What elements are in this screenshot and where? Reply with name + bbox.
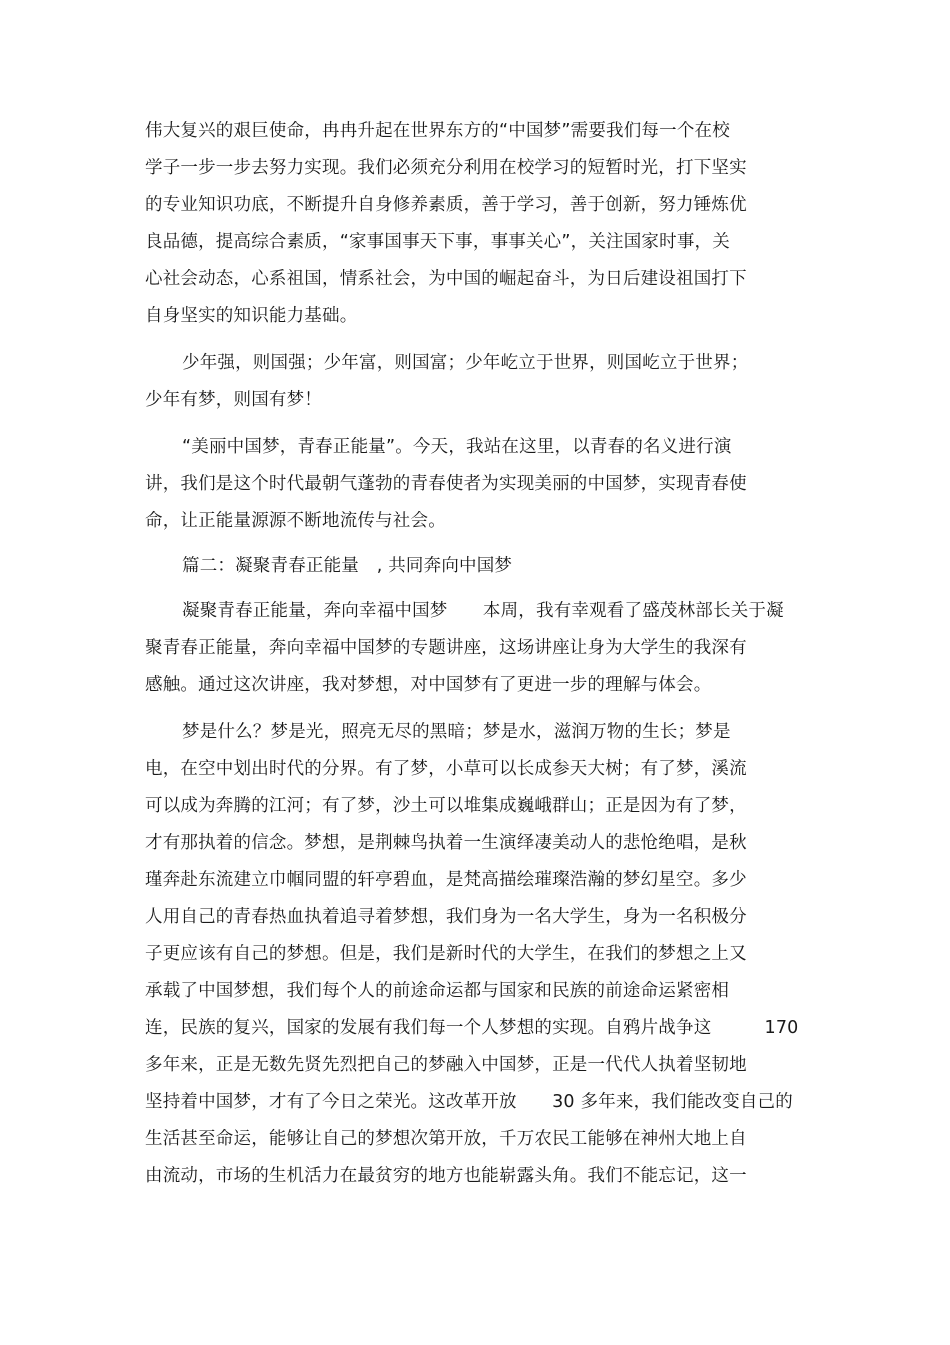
text-line: 多年来，正是无数先贤先烈把自己的梦融入中国梦，正是一代代人执着坚韧地: [145, 1055, 747, 1075]
text-line: 瑾奔赴东流建立巾帼同盟的轩亭碧血，是梵高描绘璀璨浩瀚的梦幻星空。多少: [145, 870, 747, 890]
text-line: 感触。通过这次讲座，我对梦想，对中国梦有了更进一步的理解与体会。: [145, 675, 712, 695]
text-line: 凝聚青春正能量，奔向幸福中国梦 本周，我有幸观看了盛茂林部长关于凝: [182, 601, 784, 621]
text-line: 生活甚至命运，能够让自己的梦想次第开放，千万农民工能够在神州大地上自: [145, 1129, 747, 1149]
text-line: 梦是什么？梦是光，照亮无尽的黑暗；梦是水，滋润万物的生长；梦是: [182, 722, 731, 742]
text-line: 人用自己的青春热血执着追寻着梦想，我们身为一名大学生，身为一名积极分: [145, 907, 747, 927]
text-line: 伟大复兴的艰巨使命，冉冉升起在世界东方的“中国梦”需要我们每一个在校: [145, 121, 730, 141]
text-line: 良品德，提高综合素质，“家事国事天下事，事事关心”，关注国家时事，关: [145, 232, 730, 252]
section-heading: 篇二：凝聚青春正能量 , 共同奔向中国梦: [182, 556, 513, 576]
text-line: 自身坚实的知识能力基础。: [145, 306, 358, 326]
text-line: 才有那执着的信念。梦想，是荆棘鸟执着一生演绎凄美动人的悲怆绝唱，是秋: [145, 833, 747, 853]
text-line: 子更应该有自己的梦想。但是，我们是新时代的大学生，在我们的梦想之上又: [145, 944, 747, 964]
text-line: 少年有梦，则国有梦！: [145, 390, 322, 410]
text-line: 连，民族的复兴，国家的发展有我们每一个人梦想的实现。自鸦片战争这 170: [145, 1018, 799, 1038]
text-line: 坚持着中国梦，才有了今日之荣光。这改革开放 30 多年来，我们能改变自己的: [145, 1092, 793, 1112]
text-line: 承载了中国梦想，我们每个人的前途命运都与国家和民族的前途命运紧密相: [145, 981, 730, 1001]
text-line: 的专业知识功底，不断提升自身修养素质，善于学习，善于创新，努力锤炼优: [145, 195, 747, 215]
text-line: 少年强，则国强；少年富，则国富；少年屹立于世界，则国屹立于世界；: [182, 353, 749, 373]
text-line: 讲，我们是这个时代最朝气蓬勃的青春使者为实现美丽的中国梦，实现青春使: [145, 474, 747, 494]
text-line: “美丽中国梦，青春正能量”。今天，我站在这里，以青春的名义进行演: [182, 437, 732, 457]
text-line: 学子一步一步去努力实现。我们必须充分利用在校学习的短暂时光，打下坚实: [145, 158, 747, 178]
text-line: 命，让正能量源源不断地流传与社会。: [145, 511, 446, 531]
text-line: 聚青春正能量，奔向幸福中国梦的专题讲座，这场讲座让身为大学生的我深有: [145, 638, 747, 658]
text-line: 电，在空中划出时代的分界。有了梦，小草可以长成参天大树；有了梦，溪流: [145, 759, 747, 779]
text-line: 由流动，市场的生机活力在最贫穷的地方也能崭露头角。我们不能忘记，这一: [145, 1166, 747, 1186]
text-line: 心社会动态，心系祖国，情系社会，为中国的崛起奋斗，为日后建设祖国打下: [145, 269, 747, 289]
text-line: 可以成为奔腾的江河；有了梦，沙土可以堆集成巍峨群山；正是因为有了梦，: [145, 796, 747, 816]
